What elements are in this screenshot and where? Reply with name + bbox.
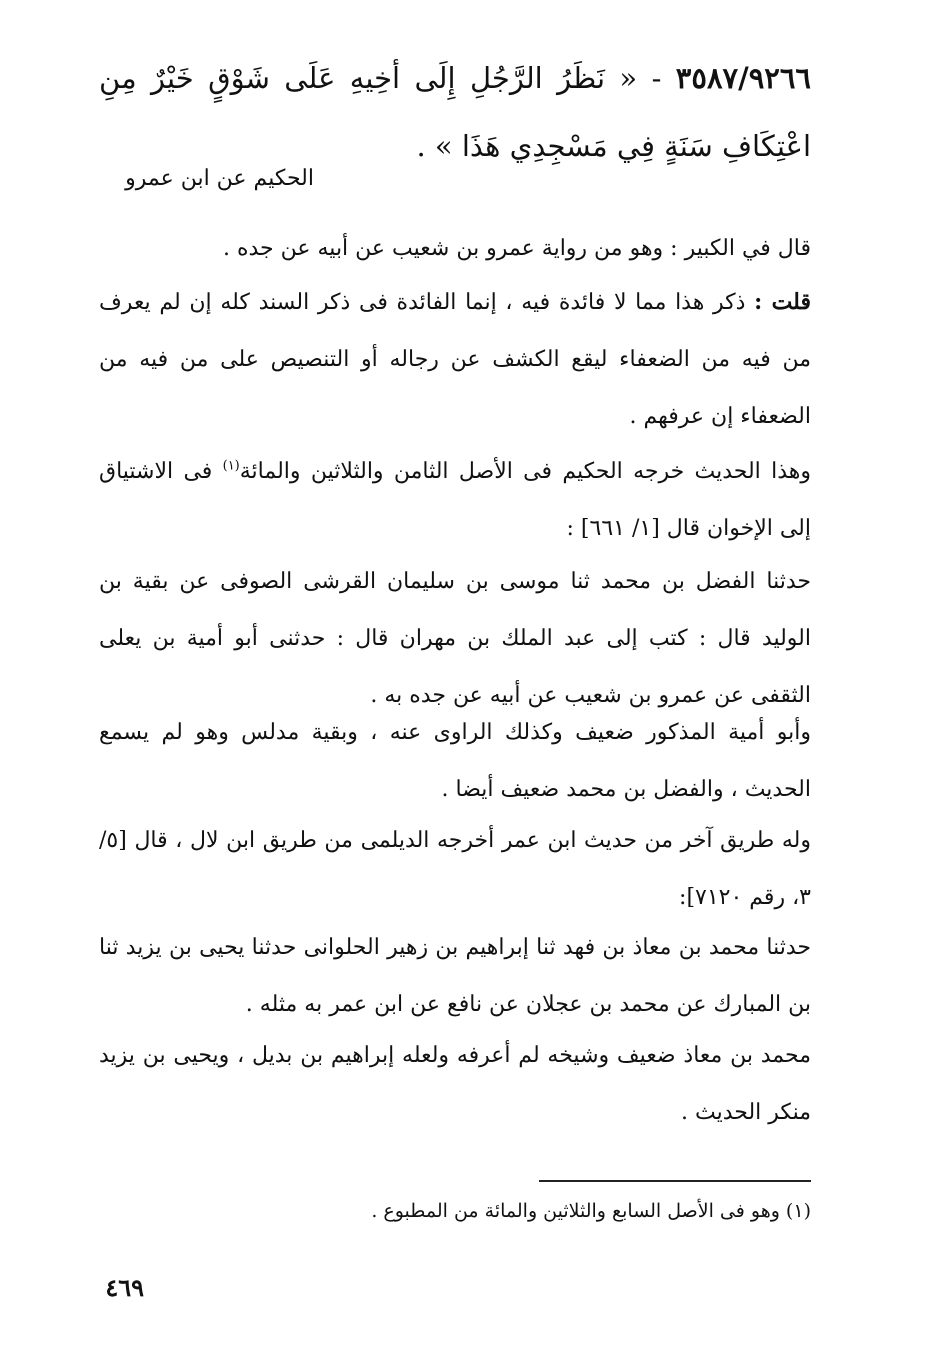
paragraph-hakim-source [99, 443, 811, 557]
footnote-divider [539, 1180, 811, 1182]
hadith-heading [99, 44, 811, 180]
hadith-dash: - [637, 61, 676, 95]
paragraph-isnad-2: حدثنا محمد بن معاذ بن فهد ثنا إبراهيم بن زهير الحلوانى حدثنا يحيى بن يزيد ثنا بن المبارك عن محمد بن عجلان عن نافع عن ابن عمر به مثله . [99, 935, 811, 1017]
narrator-line: الحكيم عن ابن عمرو [125, 166, 314, 191]
paragraph-grading-1: وأبو أمية المذكور ضعيف وكذلك الراوى عنه ، وبقية مدلس وهو لم يسمع الحديث ، والفضل بن محمد ضعيف أيضا . [99, 720, 811, 802]
paragraph-comment [99, 274, 811, 445]
paragraph-grading-2: محمد بن معاذ ضعيف وشيخه لم أعرفه ولعله إبراهيم بن بديل ، ويحيى بن يزيد منكر الحديث . [99, 1043, 811, 1125]
paragraph-kabir: قال في الكبير : وهو من رواية عمرو بن شعيب عن أبيه عن جده . [222, 236, 811, 261]
footnote: (١) وهو فى الأصل السابع والثلاثين والمائة من المطبوع . [371, 1200, 811, 1222]
hakim-source-text: وهذا الحديث خرجه الحكيم فى الأصل الثامن والثلاثين والمائة [239, 459, 811, 484]
paragraph-other-route: وله طريق آخر من حديث ابن عمر أخرجه الديلمى من طريق ابن لال ، قال [٥/ ٣، رقم ٧١٢٠]: [99, 828, 811, 910]
comment-body: ذكر هذا مما لا فائدة فيه ، إنما الفائدة فى ذكر السند كله إن لم يعرف من فيه من الضعفاء ليقع الكشف عن رجاله أو التنصيص على من فيه من الضعفاء إن عرفهم . [99, 290, 811, 429]
footnote-reference: (١) [222, 458, 240, 474]
comment-lead: قلت : [754, 289, 811, 315]
hakim-source-ref: فى الاشتياق إلى الإخوان قال [١/ ٦٦١] : [99, 459, 811, 541]
hadith-text: « نَظَرُ الرَّجُلِ إِلَى أخِيهِ عَلَى شَوْقٍ خَيْرٌ مِنِ اعْتِكَافِ سَنَةٍ فِي مَسْجِدِي هَذَا » . [99, 61, 811, 163]
paragraph-isnad-1: حدثنا الفضل بن محمد ثنا موسى بن سليمان القرشى الصوفى عن بقية بن الوليد قال : كتب إلى عبد الملك بن مهران قال : حدثنى أبو أمية بن يعلى الثقفى عن عمرو بن شعيب عن أبيه عن جده به . [99, 569, 811, 708]
page-number: ٤٦٩ [105, 1273, 144, 1302]
hadith-number: ٣٥٨٧/٩٢٦٦ [675, 61, 811, 95]
